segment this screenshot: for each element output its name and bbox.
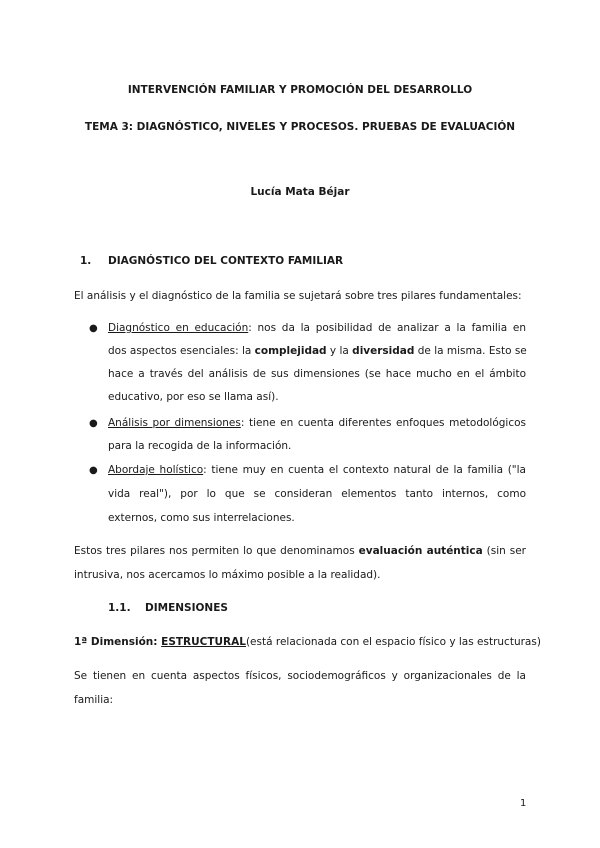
bullet-3-line-3: externos, como sus interrelaciones. bbox=[108, 512, 295, 524]
closing-line-2: intrusiva, nos acercamos lo máximo posible a la realidad). bbox=[74, 569, 381, 581]
bullet-dot: ● bbox=[89, 323, 98, 334]
bullet-3-line-1: Abordaje holístico: tiene muy en cuenta el contexto natural de la familia ("la bbox=[108, 464, 526, 476]
bullet-1-line-2: dos aspectos esenciales: la complejidad y la diversidad de la misma. Esto se bbox=[108, 345, 527, 357]
subsection-number: 1.1. bbox=[108, 602, 131, 614]
bullet-2-term: Análisis por dimensiones bbox=[108, 417, 241, 429]
bullet-1-line-1: Diagnóstico en educación: nos da la posibilidad de analizar a la familia en bbox=[108, 322, 526, 334]
key-term: evaluación auténtica bbox=[358, 545, 483, 557]
bullet-1-term: Diagnóstico en educación bbox=[108, 322, 249, 334]
bullet-3-term: Abordaje holístico bbox=[108, 464, 204, 476]
bullet-dot: ● bbox=[89, 465, 98, 476]
page-number: 1 bbox=[520, 798, 527, 809]
author-name: Lucía Mata Béjar bbox=[250, 186, 350, 198]
dimension-para-line-2: familia: bbox=[74, 694, 114, 706]
bullet-3-line-2: vida real"), por lo que se consideran elementos tanto internos, como bbox=[108, 488, 526, 500]
bullet-2-line-1: Análisis por dimensiones: tiene en cuenta diferentes enfoques metodológicos bbox=[108, 417, 527, 429]
section-number: 1. bbox=[80, 255, 92, 267]
closing-line-1: Estos tres pilares nos permiten lo que denominamos evaluación auténtica (sin ser bbox=[74, 545, 526, 557]
subsection-heading: DIMENSIONES bbox=[145, 602, 228, 614]
topic-title: TEMA 3: DIAGNÓSTICO, NIVELES Y PROCESOS. PRUEBAS DE EVALUACIÓN bbox=[84, 121, 516, 133]
intro-paragraph: El análisis y el diagnóstico de la familia se sujetará sobre tres pilares fundamentales: bbox=[74, 290, 522, 302]
bullet-1-line-3: hace a través del análisis de sus dimensiones (se hace mucho en el ámbito bbox=[108, 368, 526, 380]
bullet-2-line-2: para la recogida de la información. bbox=[108, 440, 292, 452]
course-title: INTERVENCIÓN FAMILIAR Y PROMOCIÓN DEL DESARROLLO bbox=[127, 84, 473, 96]
dimension-para-line-1: Se tienen en cuenta aspectos físicos, sociodemográficos y organizacionales de la bbox=[74, 670, 526, 682]
dimension-title: 1ª Dimensión: ESTRUCTURAL(está relacionada con el espacio físico y las estructuras) bbox=[74, 636, 541, 648]
section-heading: DIAGNÓSTICO DEL CONTEXTO FAMILIAR bbox=[108, 255, 344, 267]
bullet-1-line-4: educativo, por eso se llama así). bbox=[108, 391, 279, 403]
bullet-dot: ● bbox=[89, 418, 98, 429]
